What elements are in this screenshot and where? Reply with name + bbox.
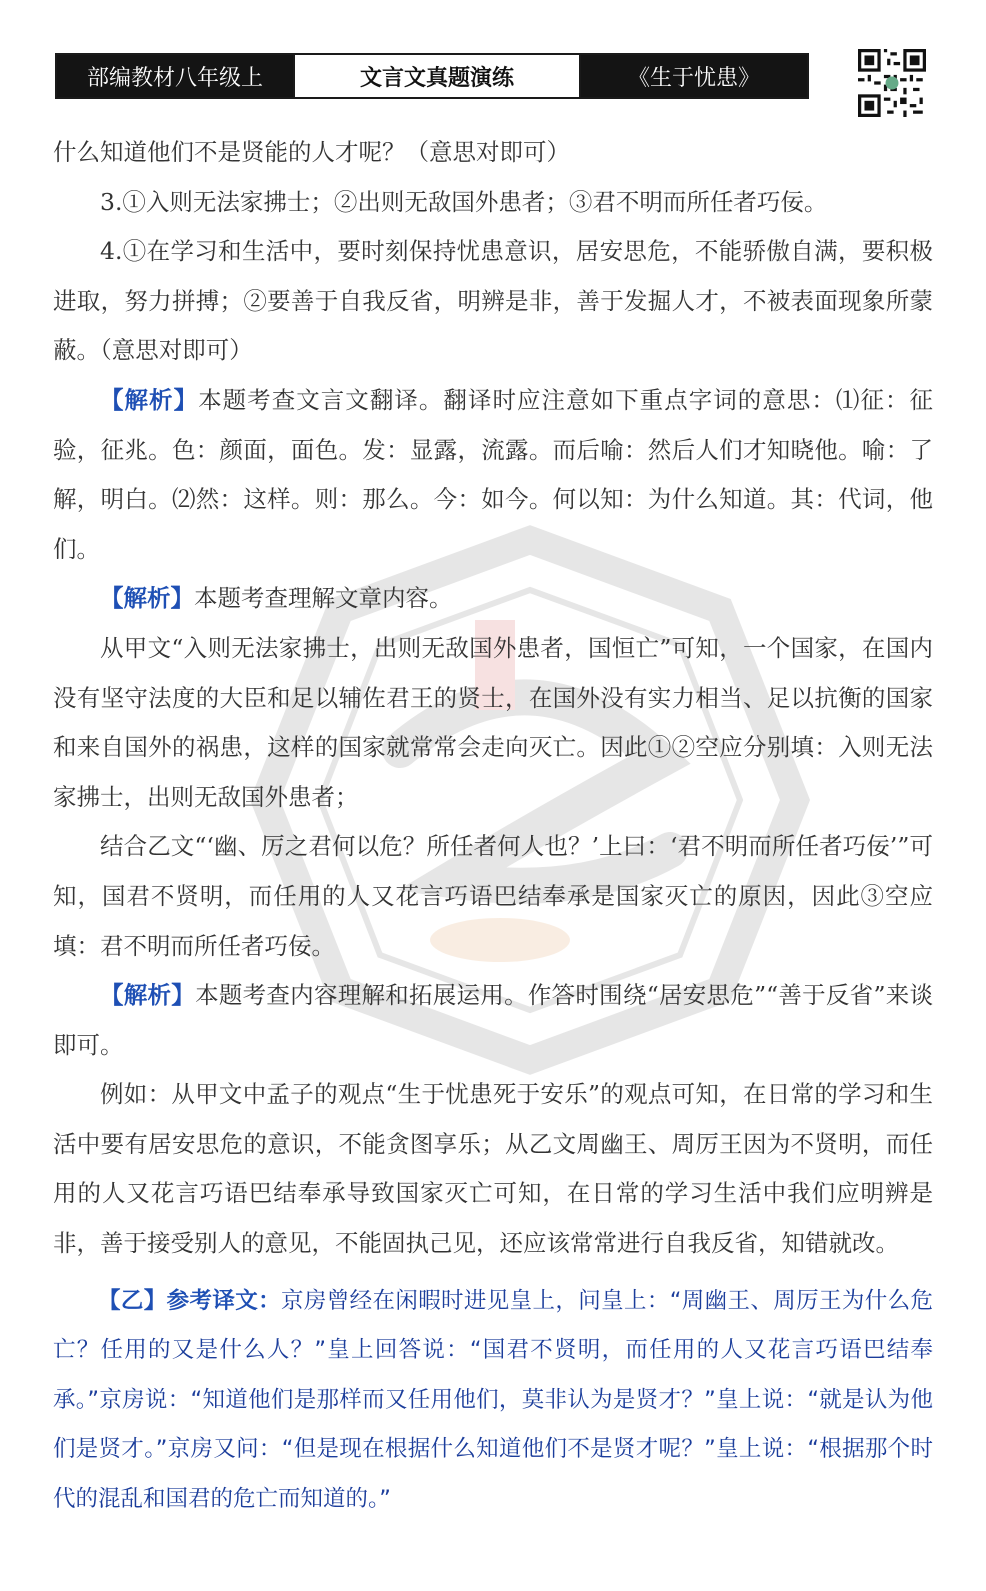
header-bar <box>55 53 809 99</box>
header-lesson: 《生于忧患》 <box>581 55 807 97</box>
answer-3: 3.①入则无法家拂士；②出则无敌国外患者；③君不明而所任者巧佞。 <box>100 187 828 216</box>
reference-translation <box>53 1277 933 1525</box>
analysis-paragraph-2: 结合乙文“‘幽、厉之君何以危？所任者何人也？’上曰：‘君不明而所任者巧佞’”可知，国君不贤明，而任用的人又花言巧语巴结奉承是国家灭亡的原因，因此③空应填：君不明而所任者巧佞。 <box>53 832 933 960</box>
analysis-1 <box>53 376 933 574</box>
analysis-tag: 【解析】 <box>100 981 196 1010</box>
answer-content <box>53 128 933 1547</box>
analysis-tag: 【解析】 <box>100 385 199 414</box>
analysis-3 <box>53 971 933 1070</box>
analysis-text: 本题考查内容理解和拓展运用。作答时围绕“居安思危”“善于反省”来谈即可。 <box>53 981 934 1059</box>
analysis-paragraph-3: 例如：从甲文中孟子的观点“生于忧患死于安乐”的观点可知，在日常的学习和生活中要有居安思危的意识，不能贪图享乐；从乙文周幽王、周厉王因为不贤明，而任用的人又花言巧语巴结奉承导致国家灭亡可知，在日常的学习生活中我们应明辨是非，善于接受别人的意见，不能固执己见，还应该常常进行自我反省，知错就改。 <box>53 1080 933 1258</box>
header-textbook: 部编教材八年级上 <box>57 55 293 97</box>
analysis-paragraph-1: 从甲文“入则无法家拂士，出则无敌国外患者，国恒亡”可知，一个国家，在国内没有坚守法度的大臣和足以辅佐君王的贤士，在国外没有实力相当、足以抗衡的国家和来自国外的祸患，这样的国家就常常会走向灭亡。因此①②空应分别填：入则无法家拂士，出则无敌国外患者； <box>53 633 933 811</box>
translation-text: 京房曾经在闲暇时进见皇上，问皇上：“周幽王、周厉王为什么危亡？任用的又是什么人？”皇上回答说：“国君不贤明，而任用的人又花言巧语巴结奉承。”京房说：“知道他们是那样而又任用他们，莫非认为是贤才？”皇上说：“就是认为他们是贤才。”京房又问：“但是现在根据什么知道他们不是贤才呢？”皇上说：“根据那个时代的混乱和国君的危亡而知道的。” <box>53 1287 933 1513</box>
answer-4: 4.①在学习和生活中，要时刻保持忧患意识，居安思危，不能骄傲自满，要积极进取，努力拼搏；②要善于自我反省，明辨是非，善于发掘人才，不被表面现象所蒙蔽。（意思对即可） <box>53 237 933 365</box>
header-section: 文言文真题演练 <box>293 55 581 97</box>
analysis-tag: 【解析】 <box>100 584 194 613</box>
answer-line-1: 什么知道他们不是贤能的人才呢？（意思对即可） <box>53 138 570 166</box>
analysis-2 <box>53 574 933 624</box>
analysis-text: 本题考查文言文翻译。翻译时应注意如下重点字词的意思：⑴征：征验，征兆。色：颜面，面色。发：显露，流露。而后喻：然后人们才知晓他。喻：了解，明白。⑵然：这样。则：那么。今：如今。何以知：为什么知道。其：代词，他们。 <box>53 385 934 563</box>
qr-code-icon[interactable] <box>858 49 926 117</box>
analysis-text: 本题考查理解文章内容。 <box>194 584 453 613</box>
translation-tag: 【乙】参考译文： <box>98 1287 281 1314</box>
